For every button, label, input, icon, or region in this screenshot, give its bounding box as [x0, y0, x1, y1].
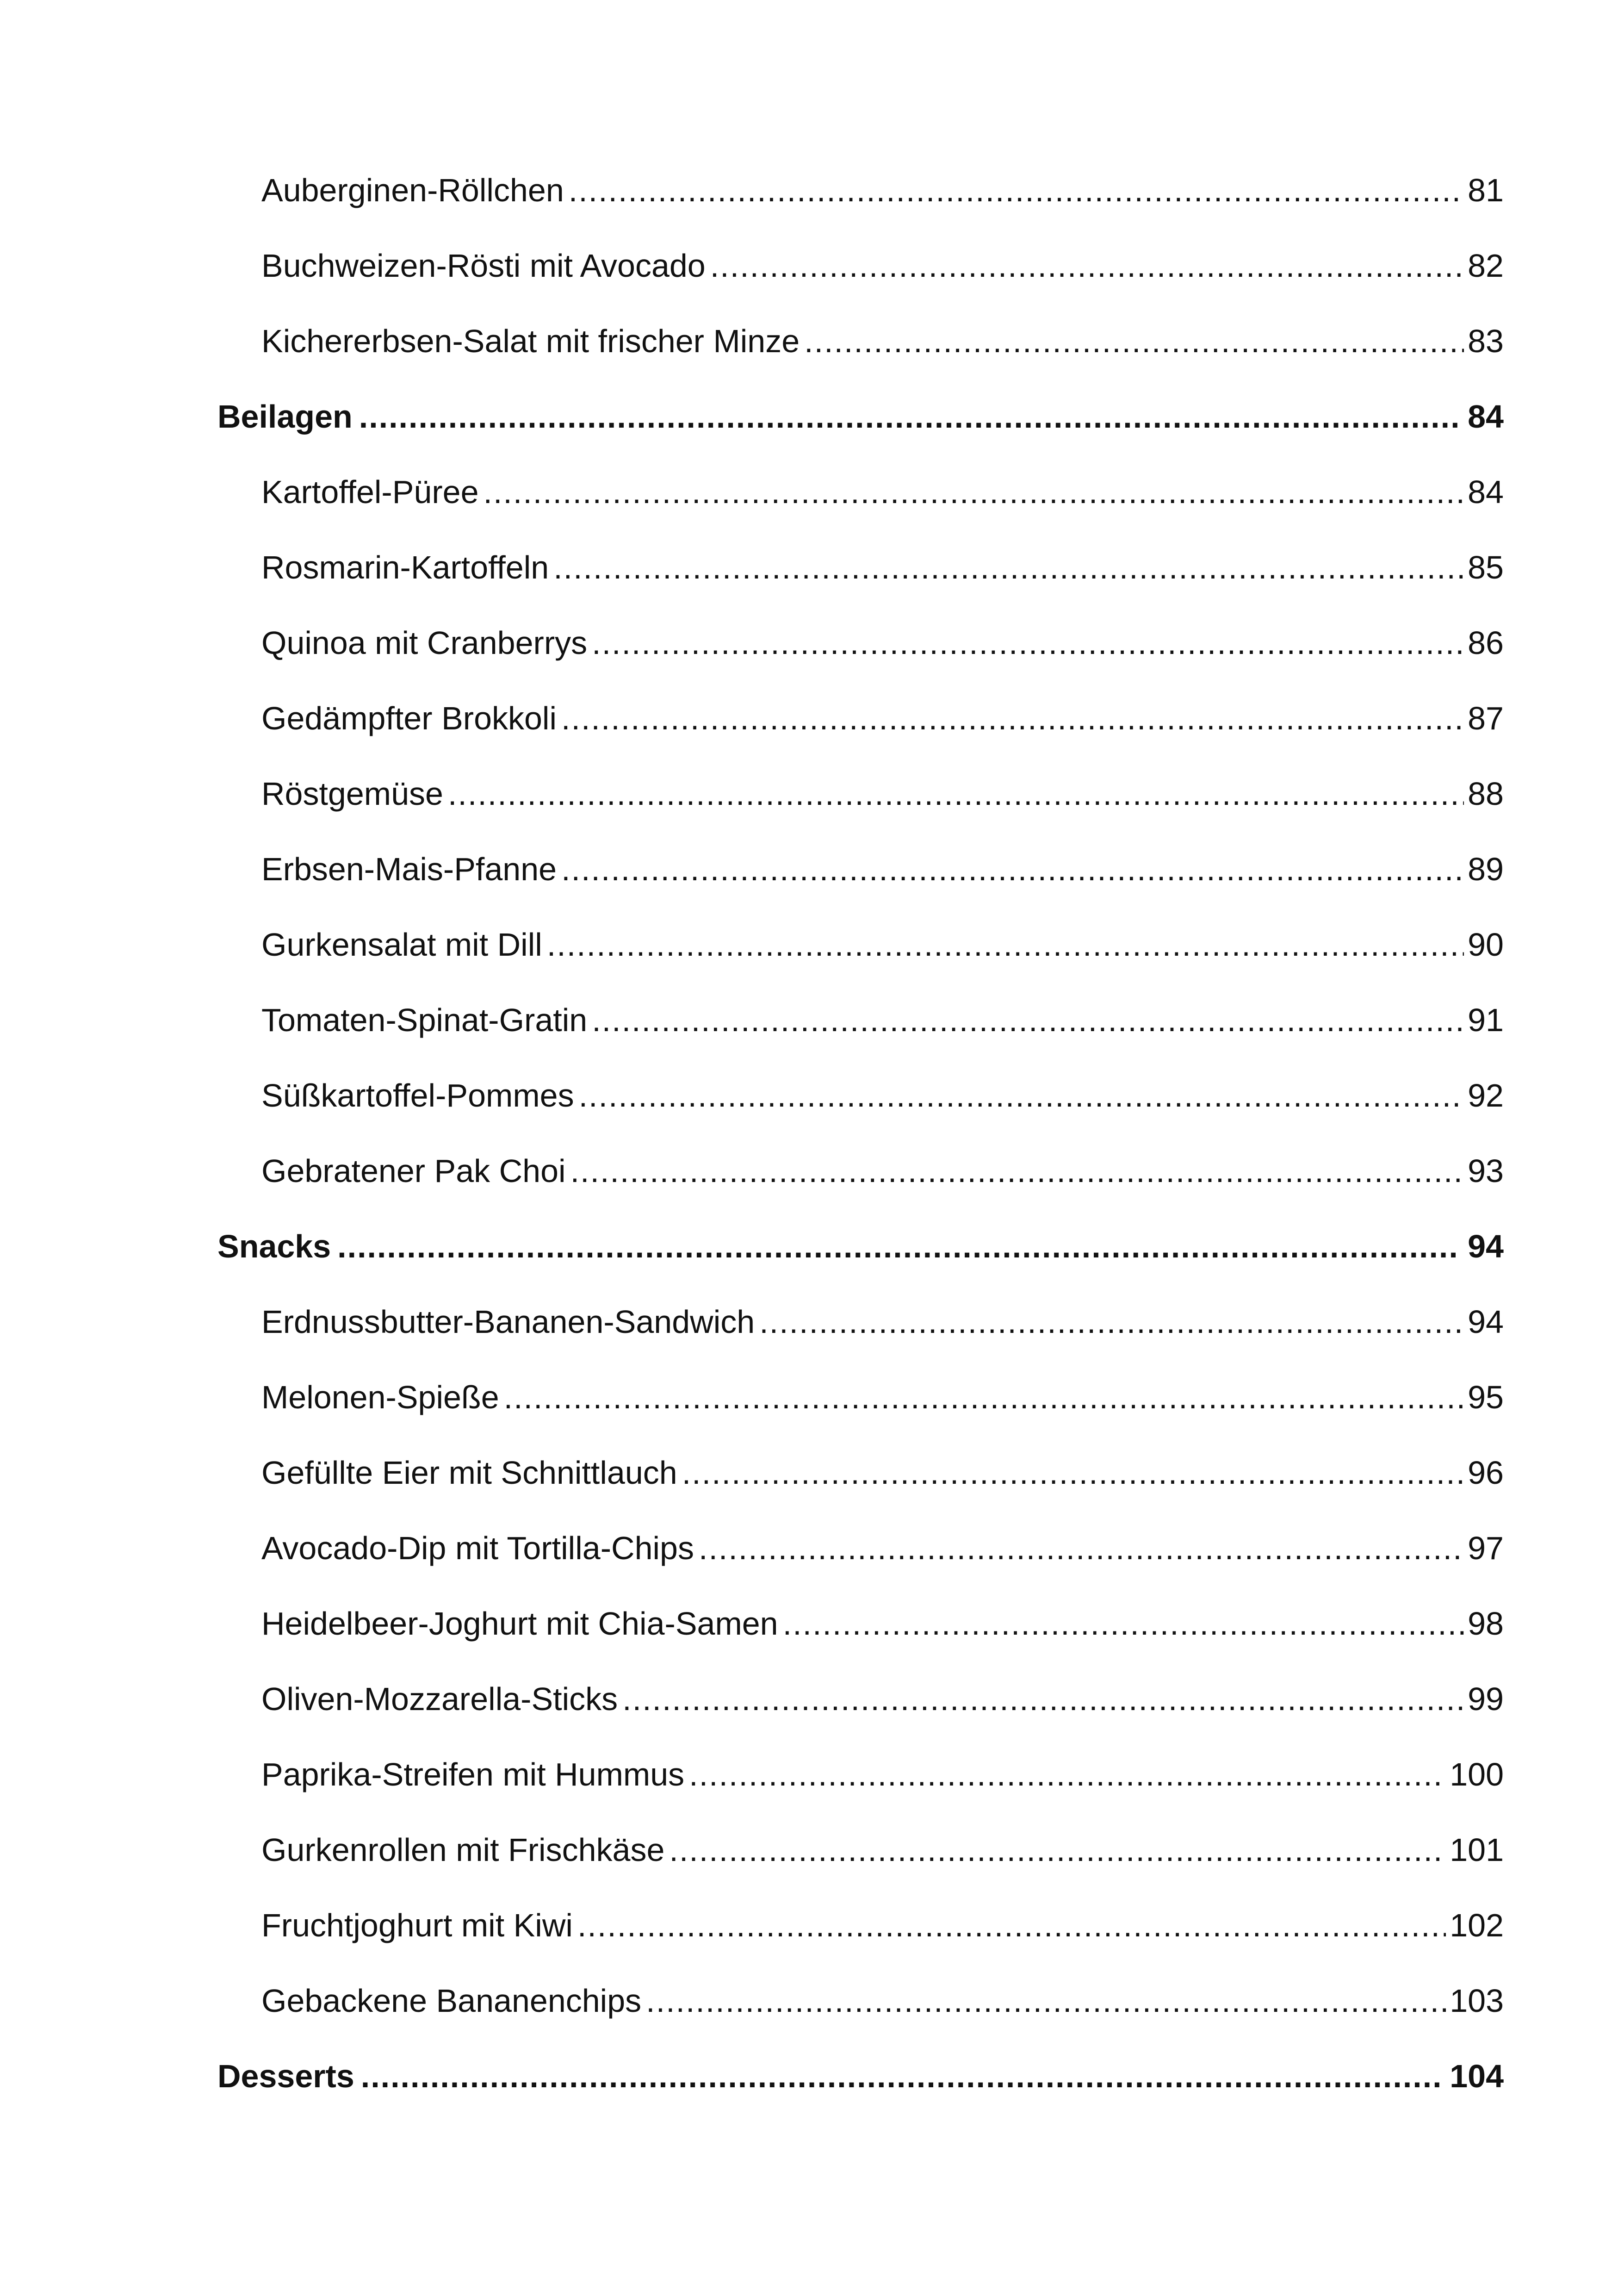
dot-leader: [359, 379, 1458, 454]
toc-entry-title: Erdnussbutter-Bananen-Sandwich: [261, 1304, 755, 1340]
toc-entry-title: Snacks: [217, 1228, 331, 1264]
toc-entry-title: Rosmarin-Kartoffeln: [261, 549, 549, 585]
toc-entry-page-number: 90: [1468, 927, 1504, 963]
toc-entry-title: Erbsen-Mais-Pfanne: [261, 851, 557, 887]
dot-leader: [804, 304, 1464, 379]
toc-entry-page-number: 102: [1450, 1907, 1504, 1943]
toc-entry-page-number: 89: [1468, 851, 1504, 887]
toc-entry-title: Desserts: [217, 2058, 354, 2094]
toc-entry-page-number: 81: [1468, 172, 1504, 208]
toc-entry[interactable]: [217, 228, 1504, 304]
toc-entry-title: Fruchtjoghurt mit Kiwi: [261, 1907, 573, 1943]
toc-entry-title: Melonen-Spieße: [261, 1379, 499, 1415]
toc-entry-page-number: 82: [1468, 248, 1504, 284]
dot-leader: [547, 907, 1464, 983]
toc-entry[interactable]: [217, 983, 1504, 1058]
toc-entry-title: Heidelbeer-Joghurt mit Chia-Samen: [261, 1605, 778, 1642]
dot-leader: [579, 1058, 1464, 1133]
toc-entry-page-number: 93: [1468, 1153, 1504, 1189]
toc-entry-title: Quinoa mit Cranberrys: [261, 625, 588, 661]
dot-leader: [699, 1511, 1464, 1586]
toc-entry[interactable]: [217, 1360, 1504, 1435]
toc-entry-title: Beilagen: [217, 398, 353, 435]
toc-entry-title: Gebackene Bananenchips: [261, 1983, 642, 2019]
dot-leader: [561, 832, 1464, 907]
toc-entry[interactable]: [217, 681, 1504, 756]
toc-entry-title: Gurkenrollen mit Frischkäse: [261, 1832, 665, 1868]
table-of-contents: [217, 153, 1504, 2114]
toc-entry[interactable]: [217, 1737, 1504, 1812]
toc-entry[interactable]: [217, 832, 1504, 907]
toc-entry-page-number: 92: [1468, 1077, 1504, 1114]
toc-entry[interactable]: [217, 1586, 1504, 1661]
dot-leader: [710, 228, 1464, 304]
toc-entry-title: Röstgemüse: [261, 776, 443, 812]
dot-leader: [361, 2039, 1440, 2114]
toc-entry-title: Paprika-Streifen mit Hummus: [261, 1756, 685, 1792]
toc-entry-page-number: 98: [1468, 1605, 1504, 1642]
toc-entry-page-number: 84: [1468, 398, 1504, 435]
toc-entry-page-number: 86: [1468, 625, 1504, 661]
dot-leader: [689, 1737, 1446, 1812]
dot-leader: [484, 454, 1464, 530]
toc-entry[interactable]: [217, 1963, 1504, 2039]
toc-entry-title: Gebratener Pak Choi: [261, 1153, 566, 1189]
dot-leader: [448, 756, 1464, 832]
toc-entry-page-number: 94: [1468, 1304, 1504, 1340]
toc-entry-page-number: 87: [1468, 700, 1504, 736]
toc-entry-page-number: 99: [1468, 1681, 1504, 1717]
toc-entry-title: Auberginen-Röllchen: [261, 172, 564, 208]
toc-entry-title: Buchweizen-Rösti mit Avocado: [261, 248, 706, 284]
toc-entry-page-number: 94: [1468, 1228, 1504, 1264]
toc-entry-title: Kichererbsen-Salat mit frischer Minze: [261, 323, 800, 359]
dot-leader: [553, 530, 1464, 605]
toc-entry-title: Süßkartoffel-Pommes: [261, 1077, 574, 1114]
toc-entry-title: Tomaten-Spinat-Gratin: [261, 1002, 588, 1038]
dot-leader: [577, 1888, 1446, 1963]
dot-leader: [592, 605, 1464, 681]
toc-entry-page-number: 84: [1468, 474, 1504, 510]
toc-entry-title: Gurkensalat mit Dill: [261, 927, 542, 963]
dot-leader: [570, 1133, 1464, 1209]
toc-entry[interactable]: [217, 530, 1504, 605]
toc-entry-page-number: 103: [1450, 1983, 1504, 2019]
toc-entry-page-number: 83: [1468, 323, 1504, 359]
toc-entry-page-number: 88: [1468, 776, 1504, 812]
toc-entry-page-number: 91: [1468, 1002, 1504, 1038]
dot-leader: [622, 1661, 1464, 1737]
toc-entry[interactable]: [217, 304, 1504, 379]
toc-entry[interactable]: [217, 1284, 1504, 1360]
toc-entry[interactable]: [217, 1511, 1504, 1586]
dot-leader: [759, 1284, 1464, 1360]
toc-entry[interactable]: [217, 153, 1504, 228]
toc-entry[interactable]: [217, 1133, 1504, 1209]
toc-entry-title: Gedämpfter Brokkoli: [261, 700, 557, 736]
toc-entry[interactable]: [217, 605, 1504, 681]
toc-entry-title: Avocado-Dip mit Tortilla-Chips: [261, 1530, 694, 1566]
toc-entry[interactable]: [217, 907, 1504, 983]
toc-entry[interactable]: [217, 1812, 1504, 1888]
toc-section-entry[interactable]: [217, 1209, 1504, 1284]
toc-entry[interactable]: [217, 1661, 1504, 1737]
dot-leader: [783, 1586, 1464, 1661]
dot-leader: [337, 1209, 1458, 1284]
toc-entry-page-number: 101: [1450, 1832, 1504, 1868]
dot-leader: [592, 983, 1464, 1058]
toc-entry-page-number: 100: [1450, 1756, 1504, 1792]
toc-entry-page-number: 104: [1450, 2058, 1504, 2094]
toc-entry-page-number: 97: [1468, 1530, 1504, 1566]
dot-leader: [646, 1963, 1446, 2039]
toc-entry-title: Oliven-Mozzarella-Sticks: [261, 1681, 618, 1717]
toc-entry[interactable]: [217, 756, 1504, 832]
dot-leader: [504, 1360, 1464, 1435]
dot-leader: [682, 1435, 1464, 1511]
toc-section-entry[interactable]: [217, 379, 1504, 454]
toc-entry-title: Gefüllte Eier mit Schnittlauch: [261, 1455, 677, 1491]
toc-entry-page-number: 95: [1468, 1379, 1504, 1415]
toc-entry[interactable]: [217, 454, 1504, 530]
dot-leader: [669, 1812, 1446, 1888]
toc-entry[interactable]: [217, 1435, 1504, 1511]
toc-section-entry[interactable]: [217, 2039, 1504, 2114]
toc-entry[interactable]: [217, 1888, 1504, 1963]
toc-entry[interactable]: [217, 1058, 1504, 1133]
dot-leader: [561, 681, 1464, 756]
toc-entry-page-number: 85: [1468, 549, 1504, 585]
dot-leader: [569, 153, 1464, 228]
toc-entry-page-number: 96: [1468, 1455, 1504, 1491]
toc-entry-title: Kartoffel-Püree: [261, 474, 479, 510]
